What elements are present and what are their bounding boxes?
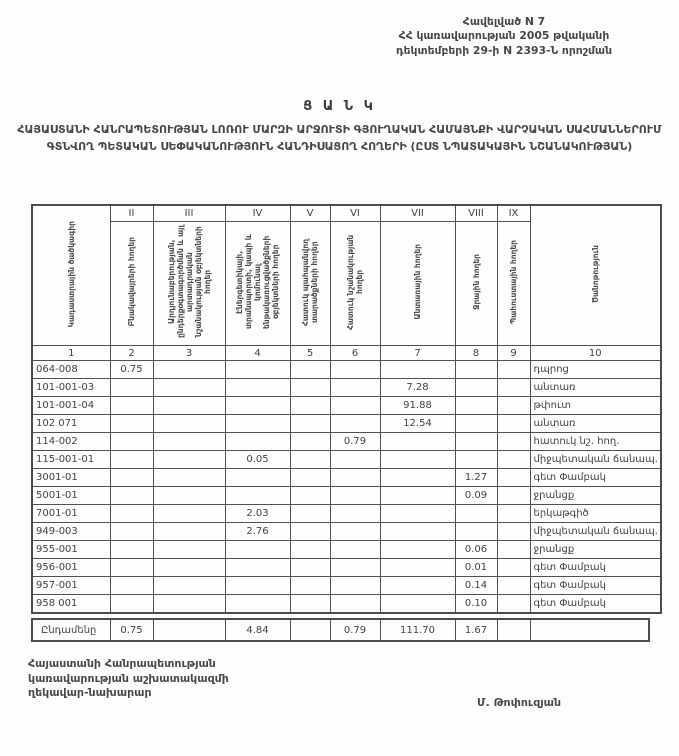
- value-cell: [153, 487, 225, 505]
- header-forest-lands: Անտառային հողեր: [380, 222, 455, 346]
- value-cell: [497, 559, 530, 577]
- value-cell: [330, 469, 380, 487]
- value-cell: [497, 541, 530, 559]
- note-cell: անտառ: [530, 379, 661, 397]
- roman-numeral-II: II: [110, 205, 153, 222]
- signature-name: Մ. Թոփուզյան: [477, 696, 562, 709]
- value-cell: [153, 523, 225, 541]
- value-cell: [497, 505, 530, 523]
- total-value: [290, 619, 330, 641]
- value-cell: [455, 505, 497, 523]
- value-cell: [290, 541, 330, 559]
- total-value: 1.67: [455, 619, 497, 641]
- value-cell: [330, 559, 380, 577]
- value-cell: [290, 595, 330, 614]
- footer-line-3: ղեկավար-նախարար: [28, 686, 152, 699]
- roman-numeral-V: V: [290, 205, 330, 222]
- value-cell: [225, 487, 290, 505]
- value-cell: [497, 595, 530, 614]
- table-row: [32, 469, 661, 487]
- value-cell: [330, 505, 380, 523]
- col-number: 7: [380, 346, 455, 361]
- roman-numeral-IX: IX: [497, 205, 530, 222]
- value-cell: [497, 577, 530, 595]
- col-number: 10: [530, 346, 661, 361]
- note-cell: հատուկ նշ. հող.: [530, 433, 661, 451]
- value-cell: [330, 379, 380, 397]
- value-cell: 2.76: [225, 523, 290, 541]
- value-cell: [497, 523, 530, 541]
- value-cell: [153, 505, 225, 523]
- value-cell: [497, 415, 530, 433]
- value-cell: [380, 523, 455, 541]
- value-cell: 1.27: [455, 469, 497, 487]
- roman-numeral-VII: VII: [380, 205, 455, 222]
- value-cell: [290, 469, 330, 487]
- header-protected-lands: Հատուկ պահպանվող տարածքների հողեր: [290, 222, 330, 346]
- value-cell: [153, 577, 225, 595]
- roman-numeral-VIII: VIII: [455, 205, 497, 222]
- value-cell: [153, 559, 225, 577]
- value-cell: [110, 379, 153, 397]
- note-cell: ջրանցք: [530, 541, 661, 559]
- value-cell: [380, 541, 455, 559]
- note-cell: միջպետական ճանապ.: [530, 451, 661, 469]
- value-cell: [455, 361, 497, 379]
- value-cell: [225, 361, 290, 379]
- value-cell: [225, 595, 290, 614]
- value-cell: [290, 397, 330, 415]
- total-value: [497, 619, 530, 641]
- col-number: 6: [330, 346, 380, 361]
- header-notes-label: Ծանոթություն: [590, 245, 600, 303]
- value-cell: [330, 397, 380, 415]
- note-cell: գետ Փամբակ: [530, 577, 661, 595]
- value-cell: [380, 469, 455, 487]
- code-cell: 949-003: [32, 523, 110, 541]
- value-cell: [455, 433, 497, 451]
- value-cell: [153, 595, 225, 614]
- value-cell: [380, 487, 455, 505]
- value-cell: [225, 379, 290, 397]
- value-cell: [497, 487, 530, 505]
- table-row: [32, 415, 661, 433]
- table-row: [32, 379, 661, 397]
- value-cell: 0.06: [455, 541, 497, 559]
- value-cell: [380, 433, 455, 451]
- code-cell: 957-001: [32, 577, 110, 595]
- table-row: [32, 433, 661, 451]
- appendix-line-2: ՀՀ կառավարության 2005 թվականի: [398, 29, 610, 43]
- appendix-line-1: Հավելված N 7: [462, 15, 546, 28]
- value-cell: [153, 541, 225, 559]
- value-cell: [330, 523, 380, 541]
- value-cell: [110, 523, 153, 541]
- header-cadastral-code: [32, 205, 110, 346]
- value-cell: [330, 595, 380, 614]
- value-cell: [380, 577, 455, 595]
- total-row: [32, 619, 649, 641]
- value-cell: [497, 397, 530, 415]
- table-row: [32, 595, 661, 614]
- value-cell: [290, 505, 330, 523]
- value-cell: [110, 505, 153, 523]
- table-row: [32, 541, 661, 559]
- value-cell: [290, 379, 330, 397]
- header-special-lands: Հատուկ նշանակության հողեր: [330, 222, 380, 346]
- value-cell: [330, 415, 380, 433]
- value-cell: [153, 415, 225, 433]
- header-reserve-lands: Պահուստային հողեր: [497, 222, 530, 346]
- col-number: 5: [290, 346, 330, 361]
- value-cell: [290, 361, 330, 379]
- value-cell: 7.28: [380, 379, 455, 397]
- value-cell: [290, 451, 330, 469]
- value-cell: [497, 469, 530, 487]
- table-row: [32, 559, 661, 577]
- value-cell: [110, 577, 153, 595]
- value-cell: [380, 595, 455, 614]
- code-cell: 958 001: [32, 595, 110, 614]
- value-cell: [330, 361, 380, 379]
- code-cell: 101-001-03: [32, 379, 110, 397]
- code-cell: 102 071: [32, 415, 110, 433]
- col-number: 8: [455, 346, 497, 361]
- value-cell: [497, 379, 530, 397]
- land-table-body: [32, 361, 661, 614]
- value-cell: [110, 397, 153, 415]
- code-cell: 5001-01: [32, 487, 110, 505]
- total-value: 111.70: [380, 619, 455, 641]
- value-cell: [225, 469, 290, 487]
- value-cell: [455, 523, 497, 541]
- col-number: 4: [225, 346, 290, 361]
- note-cell: ջրանցք: [530, 487, 661, 505]
- header-cadastral-code-label: Կադաստրային ծածկագիր: [66, 220, 76, 328]
- total-table: [31, 618, 650, 642]
- note-cell: անտառ: [530, 415, 661, 433]
- value-cell: 0.79: [330, 433, 380, 451]
- total-value: 4.84: [225, 619, 290, 641]
- value-cell: [153, 451, 225, 469]
- col-number: 2: [110, 346, 153, 361]
- value-cell: [497, 361, 530, 379]
- header-settlement-lands: Բնակավայրերի հողեր: [110, 222, 153, 346]
- code-cell: 7001-01: [32, 505, 110, 523]
- value-cell: [225, 415, 290, 433]
- value-cell: 2.03: [225, 505, 290, 523]
- col-number: 1: [32, 346, 110, 361]
- table-row: [32, 577, 661, 595]
- value-cell: [153, 397, 225, 415]
- note-cell: միջպետական ճանապ.: [530, 523, 661, 541]
- table-row: [32, 361, 661, 379]
- header-industrial-lands: Արդյունաբերության, ընդերքօգտագործման և այլ արտադրական նշանակության օբյեկտների հողեր: [153, 222, 225, 346]
- table-row: [32, 505, 661, 523]
- value-cell: [330, 487, 380, 505]
- value-cell: [330, 451, 380, 469]
- value-cell: [110, 487, 153, 505]
- total-value: 0.79: [330, 619, 380, 641]
- value-cell: 0.05: [225, 451, 290, 469]
- value-cell: 12.54: [380, 415, 455, 433]
- value-cell: [225, 433, 290, 451]
- total-note: [530, 619, 649, 641]
- value-cell: 0.14: [455, 577, 497, 595]
- header-roman-row: [32, 205, 661, 222]
- total-value: 0.75: [110, 619, 153, 641]
- value-cell: [380, 505, 455, 523]
- value-cell: 0.10: [455, 595, 497, 614]
- value-cell: [153, 469, 225, 487]
- value-cell: 0.01: [455, 559, 497, 577]
- value-cell: [380, 361, 455, 379]
- value-cell: [330, 577, 380, 595]
- roman-numeral-VI: VI: [330, 205, 380, 222]
- note-cell: երկաթգիծ: [530, 505, 661, 523]
- value-cell: [497, 451, 530, 469]
- appendix-line-3: դեկտեմբերի 29-ի N 2393-Ն որոշման: [395, 43, 613, 57]
- code-cell: 114-002: [32, 433, 110, 451]
- value-cell: [455, 451, 497, 469]
- col-number: 3: [153, 346, 225, 361]
- value-cell: [110, 451, 153, 469]
- footer-line-1: Հայաստանի Հանրապետության: [28, 657, 216, 670]
- total-value: [153, 619, 225, 641]
- footer-official-title: [28, 657, 229, 701]
- code-cell: 101-001-04: [32, 397, 110, 415]
- value-cell: 0.09: [455, 487, 497, 505]
- note-cell: դպրոց: [530, 361, 661, 379]
- header-water-lands: Ջրային հողեր: [455, 222, 497, 346]
- table-row: [32, 451, 661, 469]
- document-title: Ց Ա Ն Կ: [303, 99, 376, 114]
- value-cell: [153, 379, 225, 397]
- value-cell: [330, 541, 380, 559]
- note-cell: գետ Փամբակ: [530, 559, 661, 577]
- value-cell: [290, 415, 330, 433]
- roman-numeral-IV: IV: [225, 205, 290, 222]
- value-cell: [455, 397, 497, 415]
- value-cell: 91.88: [380, 397, 455, 415]
- value-cell: [380, 451, 455, 469]
- note-cell: թփուտ: [530, 397, 661, 415]
- value-cell: [153, 361, 225, 379]
- land-table: [31, 204, 662, 614]
- value-cell: [497, 433, 530, 451]
- code-cell: 955-001: [32, 541, 110, 559]
- value-cell: [380, 559, 455, 577]
- value-cell: [225, 559, 290, 577]
- header-infrastructure-lands: Էներգետիկայի, տրանսպորտի, կապի և կոմունալ ենթակառուցվածքների օբյեկտների հողեր: [225, 222, 290, 346]
- value-cell: [225, 577, 290, 595]
- code-cell: 3001-01: [32, 469, 110, 487]
- col-number: 9: [497, 346, 530, 361]
- value-cell: [290, 523, 330, 541]
- value-cell: [110, 433, 153, 451]
- roman-numeral-III: III: [153, 205, 225, 222]
- value-cell: [455, 415, 497, 433]
- note-cell: գետ Փամբակ: [530, 469, 661, 487]
- value-cell: [110, 469, 153, 487]
- land-table-head: [32, 205, 661, 361]
- value-cell: [290, 559, 330, 577]
- table-row: [32, 487, 661, 505]
- code-cell: 115-001-01: [32, 451, 110, 469]
- total-label: Ընդամենը: [32, 619, 110, 641]
- value-cell: [290, 487, 330, 505]
- value-cell: [110, 415, 153, 433]
- appendix-note: [338, 15, 670, 58]
- value-cell: [455, 379, 497, 397]
- value-cell: [225, 397, 290, 415]
- table-row: [32, 523, 661, 541]
- value-cell: [225, 541, 290, 559]
- value-cell: [110, 541, 153, 559]
- value-cell: 0.75: [110, 361, 153, 379]
- value-cell: [110, 595, 153, 614]
- footer-line-2: կառավարության աշխատակազմի: [28, 671, 229, 685]
- value-cell: [110, 559, 153, 577]
- header-notes: [530, 205, 661, 346]
- code-cell: 956-001: [32, 559, 110, 577]
- note-cell: գետ Փամբակ: [530, 595, 661, 614]
- land-table-area: [31, 204, 662, 642]
- document-subtitle: ՀԱՅԱՍՏԱՆԻ ՀԱՆՐԱՊԵՏՈՒԹՅԱՆ ԼՈՌՈՒ ՄԱՐԶԻ ԱՐՋՈՒՏԻ ԳՅՈՒՂԱԿԱՆ ՀԱՄԱՅՆՔԻ ՎԱՐՉԱԿԱՆ ՍԱՀՄԱՆՆԵՐՈՒՄ ԳՏՆՎՈՂ ՊԵՏԱԿԱՆ ՍԵՓԱԿԱՆՈՒԹՅՈՒՆ ՀԱՆԴԻՍԱՑՈՂ ՀՈՂԵՐԻ (ԸՍՏ ՆՊԱՏԱԿԱՅԻՆ ՆՇԱՆԱԿՈՒԹՅԱՆ): [17, 123, 662, 153]
- column-number-row: [32, 346, 661, 361]
- code-cell: 064-008: [32, 361, 110, 379]
- value-cell: [290, 577, 330, 595]
- value-cell: [290, 433, 330, 451]
- table-row: [32, 397, 661, 415]
- value-cell: [153, 433, 225, 451]
